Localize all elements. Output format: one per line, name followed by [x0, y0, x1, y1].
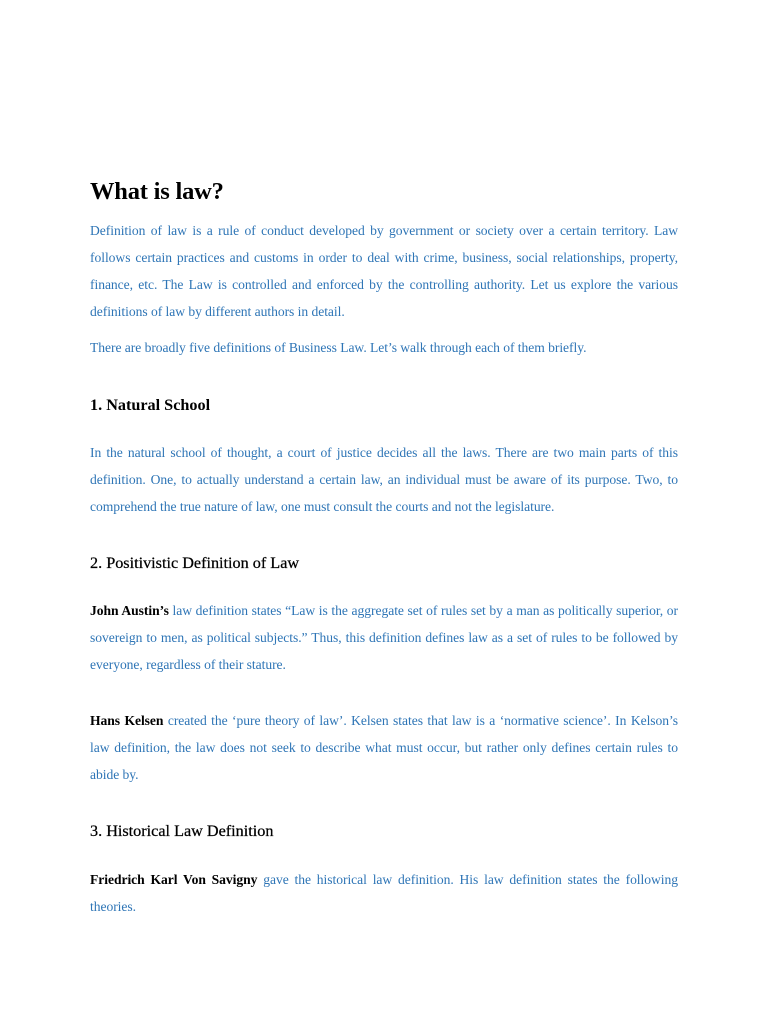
- page-title: What is law?: [90, 178, 224, 205]
- author-name-austin: John Austin’s: [90, 603, 169, 618]
- overview-paragraph: There are broadly five definitions of Business Law. Let’s walk through each of them briefly.: [90, 340, 587, 355]
- kelsen-text: created the ‘pure theory of law’. Kelsen states that law is a ‘normative science’. In Kelson’s law definition, the law does not seek to describe what must occur, but rather only defines certain rules to abide by.: [90, 713, 678, 782]
- savigny-paragraph: [90, 866, 678, 920]
- austin-text: law definition states “Law is the aggregate set of rules set by a man as politically superior, or sovereign to men, as political subjects.” Thus, this definition defines law as a set of rules to be followed by everyone, regardless of their stature.: [90, 603, 678, 672]
- intro-paragraph: Definition of law is a rule of conduct developed by government or society over a certain territory. Law follows certain practices and customs in order to deal with crime, business, social relationships, property, finance, etc. The Law is controlled and enforced by the controlling authority. Let us explore the various definitions of law by different authors in detail.: [90, 223, 678, 319]
- austin-paragraph: [90, 597, 678, 678]
- section-heading-natural-school: 1. Natural School: [90, 396, 211, 414]
- author-name-savigny: Friedrich Karl Von Savigny: [90, 872, 258, 887]
- section-heading-positivistic: 2. Positivistic Definition of Law: [90, 554, 300, 572]
- author-name-kelsen: Hans Kelsen: [90, 713, 164, 728]
- natural-school-paragraph: In the natural school of thought, a court of justice decides all the laws. There are two main parts of this definition. One, to actually understand a certain law, an individual must be aware of its purpose. Two, to comprehend the true nature of law, one must consult the courts and not the legislature.: [90, 445, 678, 514]
- kelsen-paragraph: [90, 707, 678, 788]
- savigny-text: gave the historical law definition. His law definition states the following theories.: [90, 872, 678, 914]
- section-heading-historical: 3. Historical Law Definition: [90, 822, 274, 840]
